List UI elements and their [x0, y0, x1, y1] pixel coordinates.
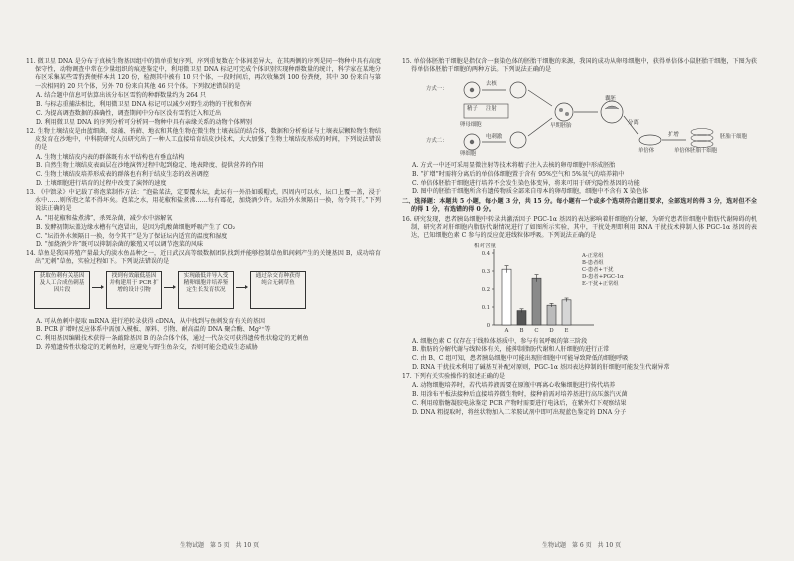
culture-dish-icon	[639, 135, 661, 145]
question-12-option-a[interactable]: A. 生物土壤结皮内表的群落既有水平结构也有垂直结构	[36, 153, 185, 161]
flow-step-3: 实现敲低并导入受精卵细胞并培养鉴定生长发育状况	[178, 271, 234, 309]
question-15-option-a[interactable]: A. 方式一中还可采用显微注射等技术将精子注入去核的卵母细胞中形成胚胎	[412, 161, 616, 169]
legend-entry: C-患者+干扰	[582, 266, 614, 273]
electro-stimulation-label: 电刺激	[486, 133, 503, 140]
inner-cell-mass-icon	[605, 106, 619, 109]
nucleus-icon	[470, 140, 474, 144]
enucleated-cell-icon	[510, 82, 526, 98]
question-14-option-b[interactable]: B. PCR 扩增时反应体系中需加入模板、原料、引物、耐高温的 DNA 聚合酶、Mg²⁺等	[36, 326, 271, 334]
bar-A	[502, 269, 511, 325]
enucleate-label: 去核	[486, 80, 497, 87]
question-17-option-b[interactable]: B. 用涂布平板法接种后直接培养微生物时，接种前需对培养基进行高压蒸汽灭菌	[412, 391, 628, 399]
arrow-line	[528, 118, 552, 136]
question-13-option-b[interactable]: B. 发酵初期坛盖边缘水槽有气泡冒出，是因为乳酸菌细胞呼吸产生了 CO₂	[36, 223, 236, 231]
question-13-option-c[interactable]: C. “坛沿外水须隔日一换，勿令其干”是为了保证坛内适宜的温度和湿度	[36, 232, 228, 240]
bar-C	[532, 278, 541, 325]
flow-arrow-2	[164, 287, 174, 288]
question-17-options	[402, 382, 757, 417]
question-15-diagram	[402, 76, 757, 160]
y-tick-label: 0.3	[481, 268, 490, 275]
bar-B	[517, 310, 526, 324]
question-12-option-d[interactable]: D. 土壤细胞进行培育的过程中改变了演替的速度	[36, 180, 167, 187]
question-15-stem: 15. 单倍体胚胎干细胞是指仅含一套染色体的胚胎干细胞的来源，我国的成功从卵母细胞中，获得单倍体小鼠胚胎干细胞，下图为获得单倍体胚胎干细胞的两种方法。下列说法正确的是	[402, 58, 757, 74]
flow-step-4: 通过杂交育种获得纯合无刺草鱼	[250, 271, 306, 309]
question-16-chart	[402, 243, 757, 335]
left-column	[26, 58, 381, 353]
question-13-option-a[interactable]: A. “用花椒和盐煮沸”，杀死杂菌，减少水中溶解氧	[36, 214, 173, 222]
question-17-option-c[interactable]: C. 利用琼脂糖凝胶电泳鉴定 PCR 产物时需要进行电泳后，在紫外灯下观察结果	[412, 400, 627, 407]
method-1-label: 方式一：	[426, 85, 448, 92]
y-tick-label: 0.2	[481, 286, 490, 293]
x-tick-label-B: B	[519, 327, 524, 334]
arrow-line	[528, 90, 552, 106]
blastocyst-label: 囊胚	[605, 95, 616, 102]
question-15-option-d[interactable]: D. 图中的胚胎干细胞所含有遗传物质全部来自母本的卵母细胞，细胞中不含有 X 染色体	[412, 188, 649, 196]
legend-entry: A-正常组	[582, 252, 604, 259]
bar-E	[562, 299, 571, 324]
expand-label: 扩增	[668, 131, 679, 138]
question-14-option-d[interactable]: D. 养殖遗传性状稳定的无刺鱼时，应避免与野生鱼杂交，否则可能会造成生态威胁	[36, 343, 258, 351]
bar-D	[547, 305, 556, 325]
question-16-option-a[interactable]: A. 细胞色素 C 仅存在于线粒体基质中，参与有氧呼吸的第三阶段	[412, 337, 588, 345]
flow-step-2: 找到有效敲低基因并构建用于 PCR 扩增的设计引物	[106, 271, 162, 309]
question-11-options	[26, 92, 381, 127]
question-16-options	[402, 338, 757, 373]
question-17-option-d[interactable]: D. DNA 粗提取时，将丝状物加入二苯胺试剂中即可出现蓝色鉴定的 DNA 分子	[412, 408, 627, 416]
bar-chart	[402, 243, 757, 335]
x-tick-label-E: E	[564, 327, 569, 334]
early-embryo-icon	[555, 103, 573, 121]
question-14-options	[26, 318, 381, 353]
x-tick-label-A: A	[504, 327, 509, 334]
y-tick-label: 0.1	[481, 304, 490, 311]
section-2-heading: 二、选择题：本题共 5 小题，每小题 3 分，共 15 分。每小题有一个或多个选项符合题目要求，全部选对的得 3 分，选对但不全的得 1 分，有选错的得 0 分。	[402, 197, 757, 213]
question-11-option-a[interactable]: A. 结合题中信息可估算出该分布区雪豹的种群数量约为 264 只	[36, 92, 207, 100]
question-11-stem: 11. 微卫星 DNA 是分布于真核生物基因组中的简单重复序列，序列重复数在个体间差异大，在其两侧的序列是同一物种中具有高度保守性，动物调查中常在少量组织的痕迹鉴定中，利用微卫星 DNA 标记可完成个体识别实现种群数量的统计，科学家在某地分布区采集某些雪豹粪便样本共 120 份，检测其中被有 10 只个体，一段时间后，再次收集到 100 份粪便，其中 30 份来自与第一次相同的 20 只个体，另外 70 份来自其他 46 只个体。下列叙述错误的是	[26, 58, 381, 90]
question-16-option-b[interactable]: B. 脂肪的分解代谢与线粒体有关，能抑制脂肪代谢和人肝细胞的进行正常	[412, 346, 610, 354]
legend-entry: B-患者组	[582, 259, 604, 266]
legend-entry: D-患者+PGC-1α	[582, 273, 624, 280]
right-column	[402, 58, 757, 418]
question-17-stem: 17. 下列有关实验操作的叙述正确的是	[402, 372, 506, 380]
question-11-option-d[interactable]: D. 利用微卫星 DNA 的序列分析可分析同一物种中具有亲缘关系的动物个体辨别	[36, 118, 252, 126]
early-embryo-label: 早期胚胎	[550, 122, 572, 129]
page-footer-left: 生物试题 第 5 页 共 10 页	[180, 542, 260, 549]
question-12-option-c[interactable]: C. 生物土壤结皮培养形成表的群落也有利于结皮生态的改善调控	[36, 171, 209, 179]
haploid-label: 单倍体	[638, 147, 655, 154]
blastocyst-icon	[601, 101, 623, 123]
egg-cell-label: 卵细胞	[460, 150, 477, 157]
nucleus-icon	[470, 88, 474, 92]
x-tick-label-D: D	[549, 327, 554, 334]
x-tick-label-C: C	[534, 327, 539, 334]
question-15-option-c[interactable]: C. 单倍体胚胎干细胞进行培养不会发生染色体变异，将来可用于研究隐性基因的功能	[412, 179, 640, 187]
separate-label: 分离	[628, 119, 639, 126]
inject-label: 注射	[486, 105, 497, 112]
flow-arrow-3	[236, 287, 246, 288]
question-14-option-c[interactable]: C. 利用基因编辑技术获得一条敲除基因 B 的杂合体个体，通过一代杂交可获得遗传性状稳定的无刺鱼	[36, 335, 309, 343]
sperm-label: 精子	[467, 105, 478, 112]
embryo-cell-icon	[565, 112, 569, 116]
question-14-flowchart	[26, 269, 381, 315]
question-12-options	[26, 154, 381, 189]
question-17-option-a[interactable]: A. 动物细胞培养时，若代培养液需要在原瓶中再离心收集细胞进行传代培养	[412, 382, 616, 390]
oocyte-label: 卵母细胞	[460, 121, 482, 128]
flow-step-1: 获取鱼刺有关基因及人工合成鱼刺基因片段	[34, 271, 90, 309]
flow-arrow-1	[92, 287, 102, 288]
y-axis-label: 相对含量	[474, 242, 497, 249]
legend-entry: E-干扰+正常组	[582, 280, 619, 287]
method-2-label: 方式二：	[426, 137, 448, 144]
esc-label: 胚胎干细胞	[720, 133, 747, 140]
question-14-stem: 14. 草鱼是我国养殖产量最大的淡水鱼品种之一，近日武汉高等级数据团队找到并能够控制草鱼肌间刺产生的关键基因 B，成功培育出“无刺”草鱼，实验过程如下。下列说法错误的是	[26, 250, 381, 266]
question-11-option-c[interactable]: C. 为提高调查数据的准确性，调查期间中分布区没有雪豹迁入和迁出	[36, 109, 222, 117]
question-14-option-a[interactable]: A. 可从鱼刺中提取 mRNA 进行逆转录获得 cDNA，从中找到与鱼刺发育有关的基因	[36, 317, 265, 325]
stimulated-cell-icon	[510, 132, 526, 148]
haploid-esc-label: 单倍体胚胎干细胞	[674, 147, 718, 154]
question-13-options	[26, 215, 381, 250]
question-12-option-b[interactable]: B. 自然生物土壤结皮表面层在沙地演替过程中起到稳定、地表降度、提供营养的作用	[36, 162, 264, 170]
question-15-option-b[interactable]: B. “扩增”时需将分离后的单倍体细胞置于含有 95%空气和 5%氧气的培养箱中	[412, 170, 625, 178]
y-tick-label: 0.4	[481, 250, 490, 257]
question-16-option-d[interactable]: D. RNA 干扰技术利用了碱基互补配对原则，PGC-1α 基因表达抑制的肝细胞可能发生代谢异常	[412, 363, 670, 371]
question-12-stem: 12. 生物土壤结皮是由蓝细菌、绿藻、苔藓、地衣和其他生物在微生物土壤表层的结合体，数据和分析验证与土壤表层颗粒物生物结皮发育在沙地中，中科院研究人员研究出了一种人工直接培育结皮沙技术，大大加强了生物土壤结皮形成的时间，下列说法错误的是	[26, 127, 381, 151]
question-13-stem: 13. 《中馈录》中记载了将泡菜制作方法：“泡盐菜法，定要覆水坛，此坛有一外沿如暖帽式，四周内可以水，坛口上覆一盖，浸于水中……则所泡之菜不得坏矣。泡菜之水，用花椒和盐煮沸……每有霉花，加烧酒少许。坛沿外水须隔日一换，勿令其干。”下列说法正确的是	[26, 188, 381, 213]
page-footer-right: 生物试题 第 6 页 共 10 页	[542, 542, 622, 549]
question-15-options	[402, 162, 757, 197]
y-tick-label: 0	[486, 322, 490, 329]
embryo-cell-icon	[559, 108, 563, 112]
question-13-option-d[interactable]: D. “加烧酒少许”既可以抑制杂菌的繁殖又可以调节泡菜的风味	[36, 241, 204, 249]
question-16-stem: 16. 研究发现，患者胰岛细胞中转录共激活因子 PGC-1α 基因的表达影响着肝细胞的分解，为研究患者肝细胞中脂肪代谢障碍的机制，研究者对肝细胞内脂肪代谢情况进行了如图所示实验，其中，干扰处理即利用 RNA 干扰技术抑制人体 PGC-1α 基因的表达，已知细胞色素 C 参与的反应促进线粒体呼吸。下列说法正确的是	[402, 215, 757, 240]
question-11-option-b[interactable]: B. 与标志重捕法相比，利用微卫星 DNA 标记可以减少对野生动物的干扰和伤害	[36, 101, 252, 109]
question-16-option-c[interactable]: C. 由 B、C 组可知，患者胰岛细胞中可能出现肝细胞中可能导致降低的细胞呼吸	[412, 355, 629, 363]
